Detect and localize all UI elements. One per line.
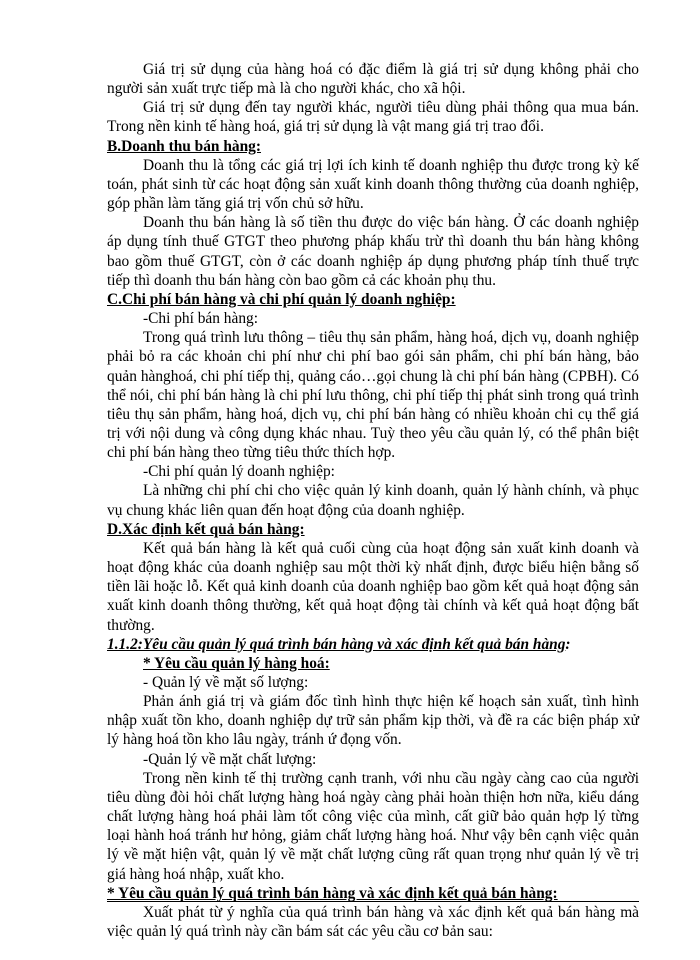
paragraph: Giá trị sử dụng đến tay người khác, người tiêu dùng phải thông qua mua bán. Trong nền kinh tế hàng hoá, giá trị sử dụng là vật mang giá trị trao đổi.	[107, 99, 639, 136]
paragraph: Kết quả bán hàng là kết quả cuối cùng của hoạt động sản xuất kinh doanh và hoạt động khác của doanh nghiệp sau một thời kỳ nhất định, được biểu hiện bằng số tiền lãi hoặc lỗ. Kết quả kinh doanh của doanh nghiệp bao gồm kết quả hoạt động sản xuất kinh doanh thông thường, kết quả hoạt động tài chính và kết quả hoạt động bất thường.	[107, 539, 639, 634]
paragraph: Doanh thu là tổng các giá trị lợi ích kinh tế doanh nghiệp thu được trong kỳ kế toán, phát sinh từ các hoạt động sản xuất kinh doanh thông thường của doanh nghiệp, góp phần làm tăng giá trị vốn chủ sở hữu.	[107, 156, 639, 213]
section-heading-d: D.Xác định kết quả bán hàng:	[107, 520, 305, 538]
paragraph: Xuất phát từ ý nghĩa của quá trình bán hàng và xác định kết quả bán hàng mà việc quản lý quá trình này cần bám sát các yêu cầu cơ bản sau:	[107, 903, 639, 941]
paragraph: Phản ánh giá trị và giám đốc tình hình thực hiện kế hoạch sản xuất, tình hình nhập xuất tồn kho, doanh nghiệp dự trữ sản phẩm kịp thời, và đề ra các biện pháp xử lý hàng hoá tồn kho lâu ngày, tránh ứ đọng vốn.	[107, 693, 639, 749]
paragraph: Trong quá trình lưu thông – tiêu thụ sản phẩm, hàng hoá, dịch vụ, doanh nghiệp phải bỏ ra các khoản chi phí như chi phí bao gói sản phẩm, chi phí bán hàng, bảo quản hànghoá, chi phí tiếp thị, quảng cáo…gọi chung là chi phí bán hàng (CPBH). Có thể nói, chi phí bán hàng là chi phí lưu thông, chi phí tiếp thị phát sinh trong quá trình tiêu thụ sản phẩm, hàng hoá, dịch vụ, chi phí bán hàng có nhiều khoản chi cụ thể giá trị với nội dung và công dụng khác nhau. Tuỳ theo yêu cầu quản lý, có thể phân biệt chi phí bán hàng theo từng tiêu thức thích hợp.	[107, 329, 639, 462]
document-page	[107, 60, 639, 941]
paragraph: Là những chi phí chi cho việc quản lý kinh doanh, quản lý hành chính, và phục vụ chung khác liên quan đến hoạt động của doanh nghiệp.	[107, 482, 639, 519]
requirement-heading-goods: * Yêu cầu quản lý hàng hoá:	[143, 654, 330, 672]
heading-text: 1.1.2:Yêu cầu quản lý quá trình bán hàng và xác định kết quả bán hàng	[107, 635, 566, 653]
heading-colon: :	[565, 635, 571, 653]
paragraph: Giá trị sử dụng của hàng hoá có đặc điểm là giá trị sử dụng không phải cho người sản xuất trực tiếp mà là cho người khác, cho xã hội.	[107, 61, 639, 98]
subheading: -Quản lý về mặt chất lượng:	[143, 750, 317, 768]
subheading: -Chi phí quản lý doanh nghiệp:	[143, 463, 335, 481]
subheading: -Chi phí bán hàng:	[143, 310, 258, 328]
section-heading-b: B.Doanh thu bán hàng:	[107, 137, 261, 155]
paragraph: Trong nền kinh tế thị trường cạnh tranh, với nhu cầu ngày càng cao của người tiêu dùng đòi hỏi chất lượng hàng hoá ngày càng phải hoàn thiện hơn nữa, kiểu dáng chất lượng hàng hoá phải làm tốt công việc của mình, cất giữ bảo quản hợp lý từng loại hành hoá tránh hư hỏng, giảm chất lượng hàng hoá. Như vậy bên cạnh việc quản lý về mặt hiện vật, quản lý về mặt chất lượng cũng rất quan trọng như quản lý về trị giá hàng hoá nhập, xuất kho.	[107, 769, 639, 883]
section-heading-1-1-2	[107, 635, 639, 654]
subheading: - Quản lý về mặt số lượng:	[143, 674, 309, 691]
footer-rule	[107, 901, 639, 902]
paragraph: Doanh thu bán hàng là số tiền thu được do việc bán hàng. Ở các doanh nghiệp áp dụng tính thuế GTGT theo phương pháp khấu trừ thì doanh thu bán hàng không bao gồm thuế GTGT, còn ở các doanh nghiệp áp dụng phương pháp tính thuế trực tiếp thì doanh thu bán hàng còn bao gồm cả các khoản phụ thu.	[107, 214, 639, 289]
section-heading-c: C.Chi phí bán hàng và chi phí quản lý doanh nghiệp:	[107, 290, 456, 308]
requirement-heading-sales: * Yêu cầu quản lý quá trình bán hàng và xác định kết quả bán hàng:	[107, 884, 558, 902]
